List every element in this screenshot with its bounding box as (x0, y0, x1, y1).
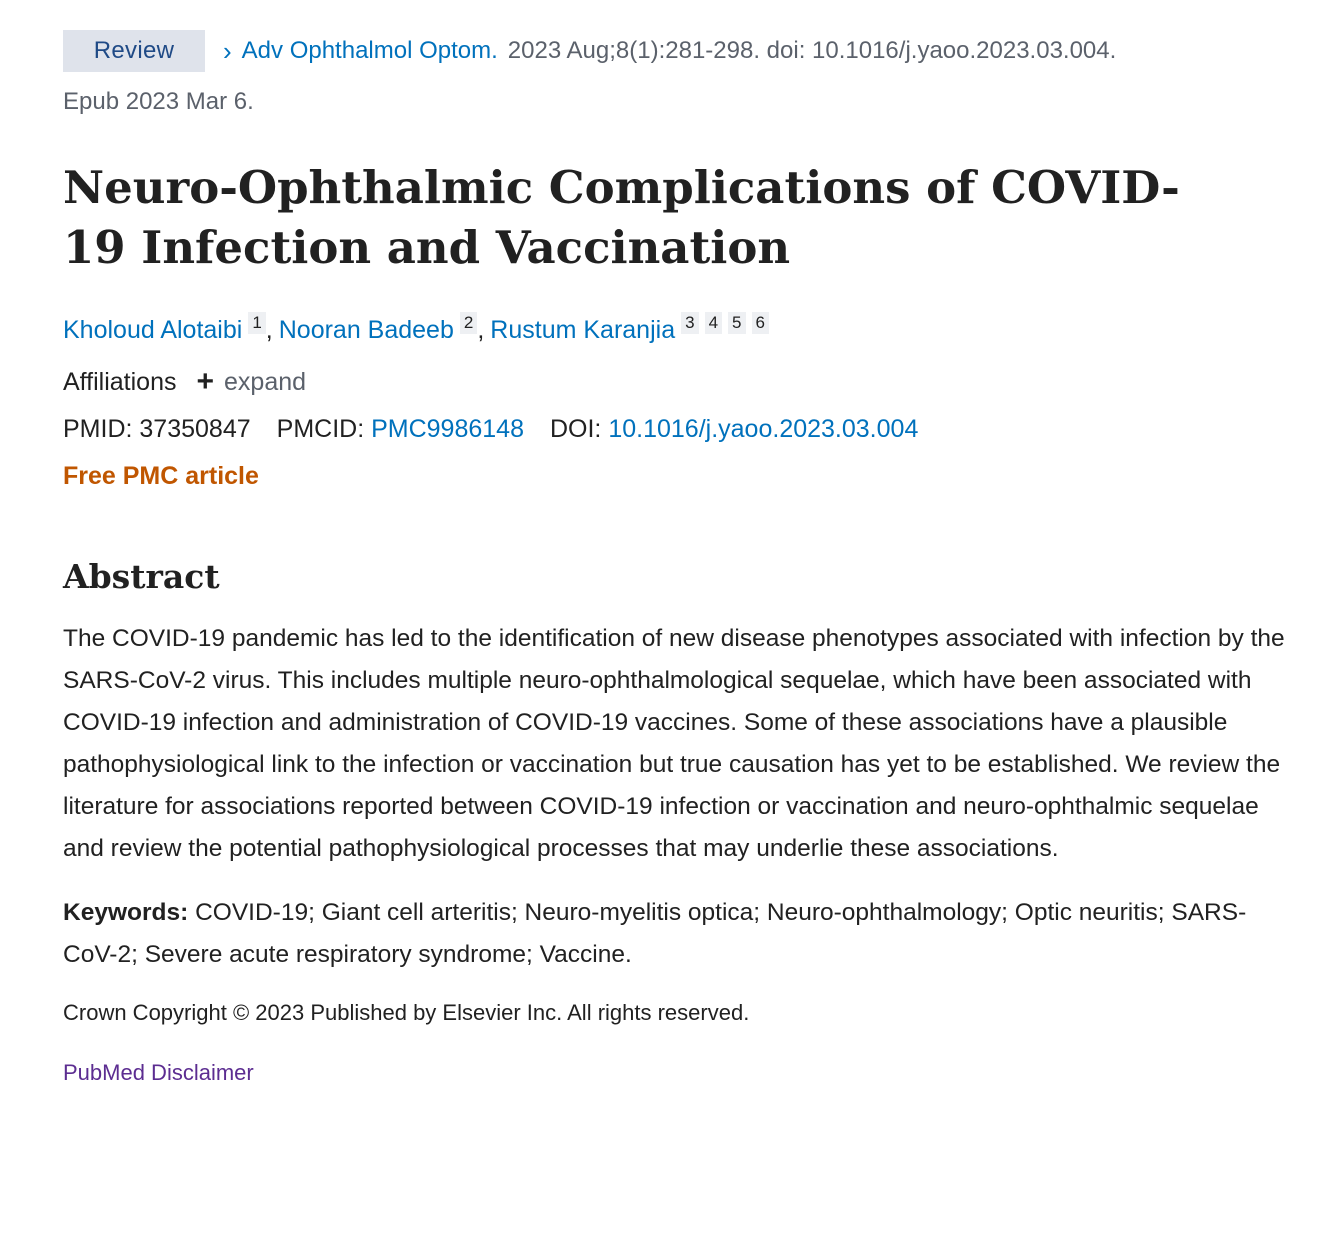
plus-icon[interactable]: + (196, 365, 215, 398)
author-link[interactable]: Kholoud Alotaibi (63, 316, 243, 344)
affiliations-row (63, 367, 1288, 397)
journal-link[interactable]: Adv Ophthalmol Optom. (241, 37, 498, 64)
affiliation-ref[interactable]: 6 (752, 312, 769, 334)
abstract-text: The COVID-19 pandemic has led to the identification of new disease phenotypes associated with infection by the SARS-CoV-2 virus. This includes multiple neuro-ophthalmological sequelae, which have been associated with COVID-19 infection and administration of COVID-19 vaccines. Some of these associations have a plausible pathophysiological link to the infection or vaccination but true causation has yet to be established. We review the literature for associations reported between COVID-19 infection or vaccination and neuro-ophthalmic sequelae and review the potential pathophysiological processes that may underlie these associations. (63, 625, 1285, 862)
pmid-label: PMID: (63, 415, 133, 443)
affiliation-ref[interactable]: 4 (705, 312, 722, 334)
affiliation-ref[interactable]: 2 (460, 312, 477, 334)
author-link[interactable]: Nooran Badeeb (278, 316, 454, 344)
author-separator: , (265, 316, 273, 344)
abstract-heading: Abstract (63, 557, 220, 596)
citation-details: 2023 Aug;8(1):281-298. doi: 10.1016/j.yaoo.2023.03.004. (507, 37, 1117, 64)
pmcid-label: PMCID: (276, 415, 365, 443)
keywords-label: Keywords: (63, 899, 189, 926)
author-link[interactable]: Rustum Karanjia (490, 316, 676, 344)
affiliation-ref[interactable]: 5 (728, 312, 745, 334)
affiliation-ref[interactable]: 3 (681, 312, 698, 334)
pmcid-link[interactable]: PMC9986148 (371, 415, 524, 443)
pmid-value: 37350847 (139, 415, 251, 443)
identifiers-row (63, 415, 1288, 444)
copyright-notice: Crown Copyright © 2023 Published by Elsevier Inc. All rights reserved. (63, 1000, 750, 1025)
free-pmc-article-label: Free PMC article (63, 462, 259, 490)
article-page (63, 30, 1288, 1086)
keywords (63, 892, 1288, 976)
review-badge: Review (63, 30, 205, 72)
author-separator: , (477, 316, 485, 344)
author-list (63, 313, 1288, 345)
affiliations-label: Affiliations (63, 367, 177, 396)
citation-row (63, 30, 1288, 72)
affiliation-ref[interactable]: 1 (248, 312, 265, 334)
doi-label: DOI: (549, 415, 602, 443)
pubmed-disclaimer-link[interactable]: PubMed Disclaimer (63, 1060, 254, 1085)
keywords-text: COVID-19; Giant cell arteritis; Neuro-myelitis optica; Neuro-ophthalmology; Optic neuritis; SARS-CoV-2; Severe acute respiratory syndrome; Vaccine. (63, 899, 1247, 968)
expand-affiliations-button[interactable]: expand (224, 367, 307, 396)
article-title: Neuro-Ophthalmic Complications of COVID-19 Infection and Vaccination (63, 161, 1180, 274)
chevron-right-icon[interactable]: › (223, 36, 232, 66)
doi-link[interactable]: 10.1016/j.yaoo.2023.03.004 (608, 415, 919, 443)
epub-date: Epub 2023 Mar 6. (63, 88, 254, 115)
